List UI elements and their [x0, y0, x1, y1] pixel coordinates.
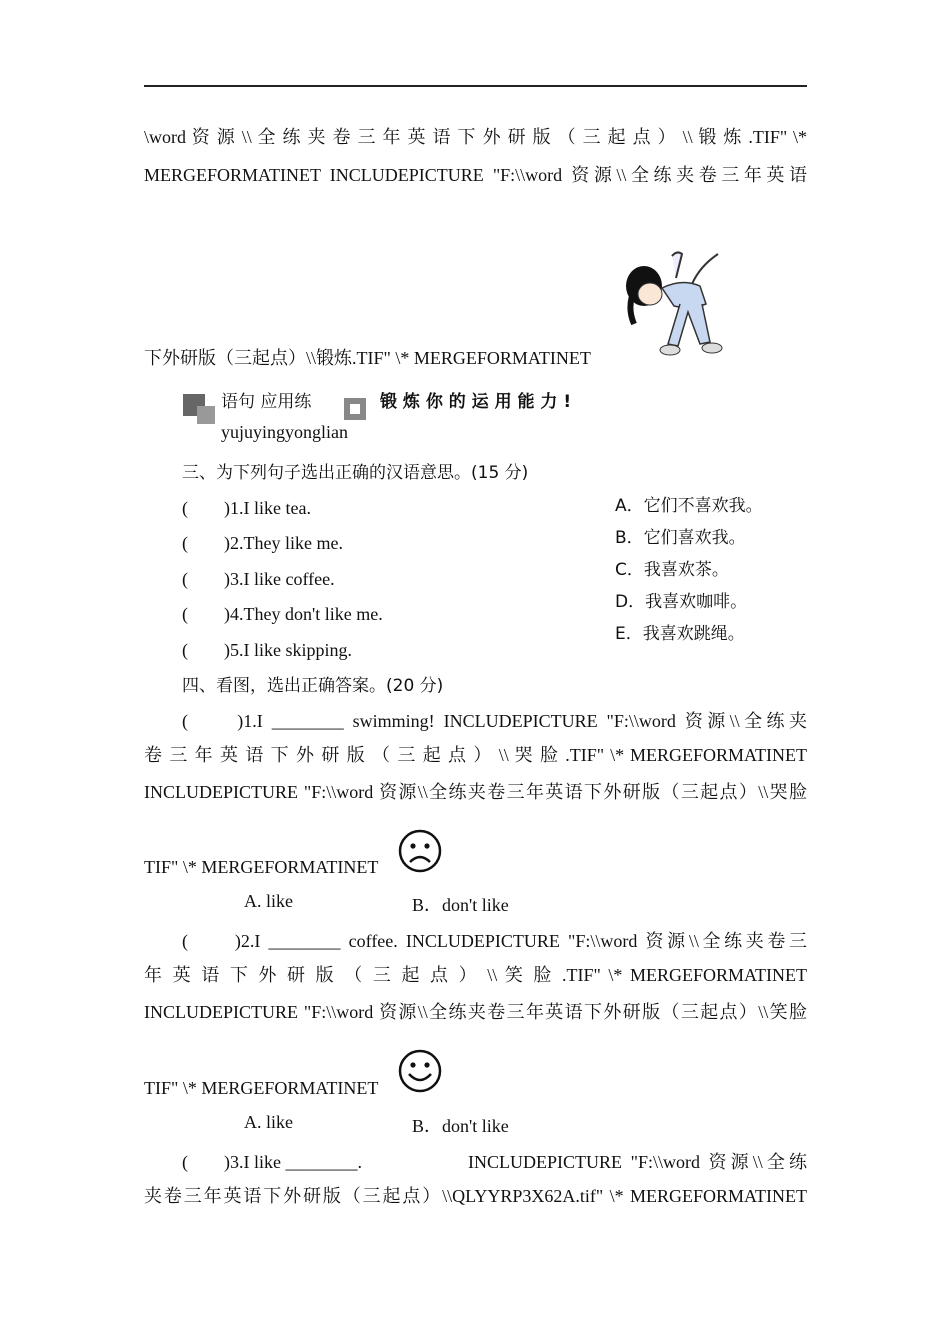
s3-question-1: ( )1.I like tea.: [182, 498, 311, 518]
s3-question-2: ( )2.They like me.: [182, 533, 343, 553]
smiley-face-icon: [398, 1049, 442, 1093]
header-rule: [144, 85, 807, 87]
banner-square-icon: [183, 394, 215, 424]
s4-q2-line-2: 年 英 语 下 外 研 版 （ 三 起 点 ） \\ 笑 脸 .TIF" \* MERGEFORMATINET: [144, 965, 807, 985]
s3-option-c: C．我喜欢茶。: [615, 560, 729, 580]
s4-q3-line-2: 夹卷三年英语下外研版（三起点）\\QLYYRP3X62A.tif" \* MERGEFORMATINET: [144, 1186, 807, 1206]
s3-option-d: D．我喜欢咖啡。: [615, 592, 748, 612]
section-3-title: 三、为下列句子选出正确的汉语意思。(15 分): [182, 463, 529, 483]
sad-face-icon: [398, 829, 442, 873]
s4-q1-line-1: ( )1.I ________ swimming! INCLUDEPICTURE "F:\\word 资源\\全练夹: [182, 711, 807, 731]
s4-q1-choice-b: B．don't like: [412, 895, 509, 915]
s4-q2-choice-b: B．don't like: [412, 1116, 509, 1136]
s3-question-3: ( )3.I like coffee.: [182, 569, 335, 589]
s4-q2-line-3: INCLUDEPICTURE "F:\\word 资源\\全练夹卷三年英语下外研版（三起点）\\笑脸: [144, 1002, 807, 1022]
banner-slogan: 锻 炼 你 的 运 用 能 力 !: [380, 392, 572, 412]
exercising-girl-illustration: [622, 248, 726, 360]
s4-q2-line-4: TIF" \* MERGEFORMATINET: [144, 1078, 379, 1098]
banner-pinyin: yujuyingyonglian: [221, 422, 348, 442]
section-4-title: 四、看图，选出正确答案。(20 分): [182, 676, 444, 696]
s3-option-b: B．它们喜欢我。: [615, 528, 746, 548]
s4-q3-line-1b: INCLUDEPICTURE "F:\\word 资源\\全练: [468, 1152, 807, 1172]
s3-option-a: A．它们不喜欢我。: [615, 496, 763, 516]
s4-q1-line-4: TIF" \* MERGEFORMATINET: [144, 857, 379, 877]
field-code-line-1: \word 资 源 \\ 全 练 夹 卷 三 年 英 语 下 外 研 版 （ 三 起 点 ） \\ 锻 炼 .TIF" \*: [144, 127, 807, 147]
s4-q2-line-1: ( )2.I ________ coffee. INCLUDEPICTURE "F:\\word 资源\\全练夹卷三: [182, 931, 807, 951]
s4-q1-line-2: 卷 三 年 英 语 下 外 研 版 （ 三 起 点 ） \\ 哭 脸 .TIF" \* MERGEFORMATINET: [144, 745, 807, 765]
banner-label: 语句 应用练: [221, 392, 312, 412]
s4-q1-line-3: INCLUDEPICTURE "F:\\word 资源\\全练夹卷三年英语下外研版（三起点）\\哭脸: [144, 782, 807, 802]
field-code-line-3: 下外研版（三起点）\\锻炼.TIF" \* MERGEFORMATINET: [144, 348, 591, 368]
s3-question-4: ( )4.They don't like me.: [182, 604, 383, 624]
s3-option-e: E．我喜欢跳绳。: [615, 624, 745, 644]
s4-q1-choice-a: A. like: [244, 891, 293, 911]
s4-q3-line-1a: ( )3.I like ________.: [182, 1152, 362, 1172]
field-code-line-2: MERGEFORMATINET INCLUDEPICTURE "F:\\word 资源\\全练夹卷三年英语: [144, 165, 807, 185]
s3-question-5: ( )5.I like skipping.: [182, 640, 352, 660]
s4-q2-choice-a: A. like: [244, 1112, 293, 1132]
banner-small-square-icon: [344, 398, 366, 420]
